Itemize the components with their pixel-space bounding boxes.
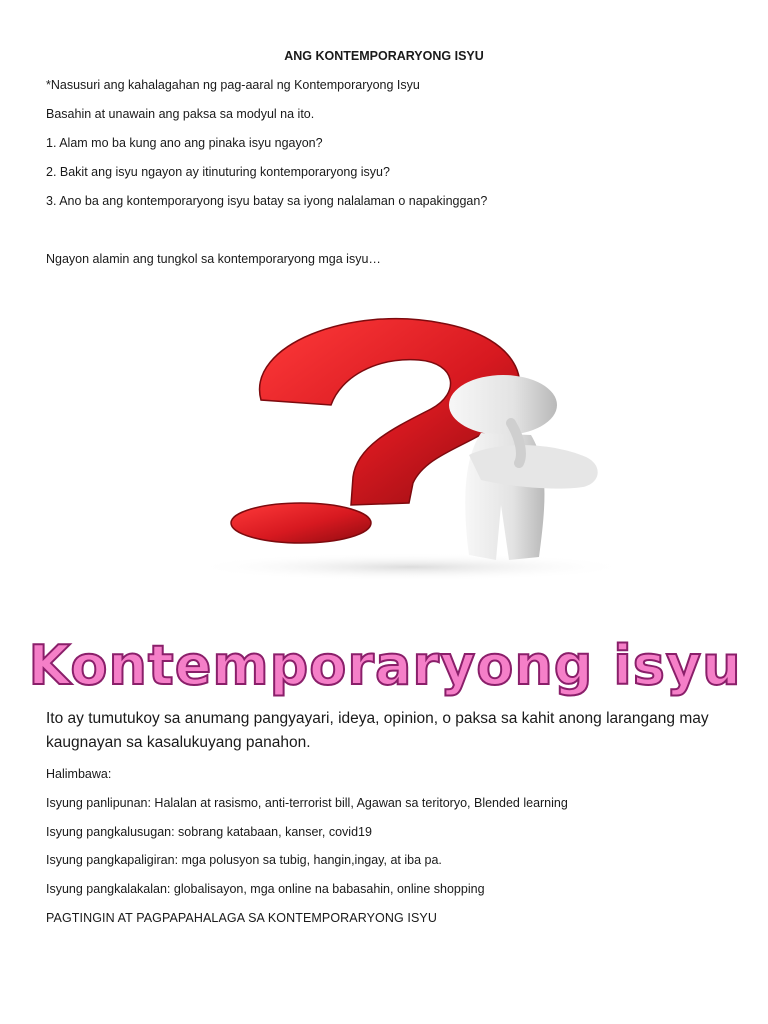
document-title: ANG KONTEMPORARYONG ISYU bbox=[284, 49, 484, 63]
objective-text: *Nasusuri ang kahalagahan ng pag-aaral ng Kontemporaryong Isyu bbox=[46, 78, 420, 92]
question-2: 2. Bakit ang isyu ngayon ay itinuturing kontemporaryong isyu? bbox=[46, 165, 390, 179]
example-item: Isyung pangkalusugan: sobrang katabaan, kanser, covid19 bbox=[46, 825, 372, 839]
example-item: Isyung panlipunan: Halalan at rasismo, anti-terrorist bill, Agawan sa teritoryo, Blended learning bbox=[46, 796, 568, 810]
examples-label: Halimbawa: bbox=[46, 767, 112, 781]
lead-in-text: Ngayon alamin ang tungkol sa kontemporaryong mga isyu… bbox=[46, 252, 381, 266]
question-mark-thinking-figure-icon bbox=[151, 305, 617, 578]
question-3: 3. Ano ba ang kontemporaryong isyu batay sa iyong nalalaman o napakinggan? bbox=[46, 194, 488, 208]
question-1: 1. Alam mo ba kung ano ang pinaka isyu ngayon? bbox=[46, 136, 323, 150]
example-item: Isyung pangkalakalan: globalisayon, mga online na babasahin, online shopping bbox=[46, 882, 485, 896]
example-item: Isyung pangkapaligiran: mga polusyon sa tubig, hangin,ingay, at iba pa. bbox=[46, 853, 442, 867]
wordart-heading bbox=[28, 632, 742, 697]
instruction-text: Basahin at unawain ang paksa sa modyul na ito. bbox=[46, 107, 315, 121]
closing-heading: PAGTINGIN AT PAGPAPAHALAGA SA KONTEMPORARYONG ISYU bbox=[46, 911, 437, 925]
wordart-heading-text: Kontemporaryong isyu bbox=[28, 634, 742, 697]
definition-paragraph: Ito ay tumutukoy sa anumang pangyayari, ideya, opinion, o paksa sa kahit anong larangang may kaugnayan sa kasalukuyang panahon. bbox=[46, 710, 709, 751]
